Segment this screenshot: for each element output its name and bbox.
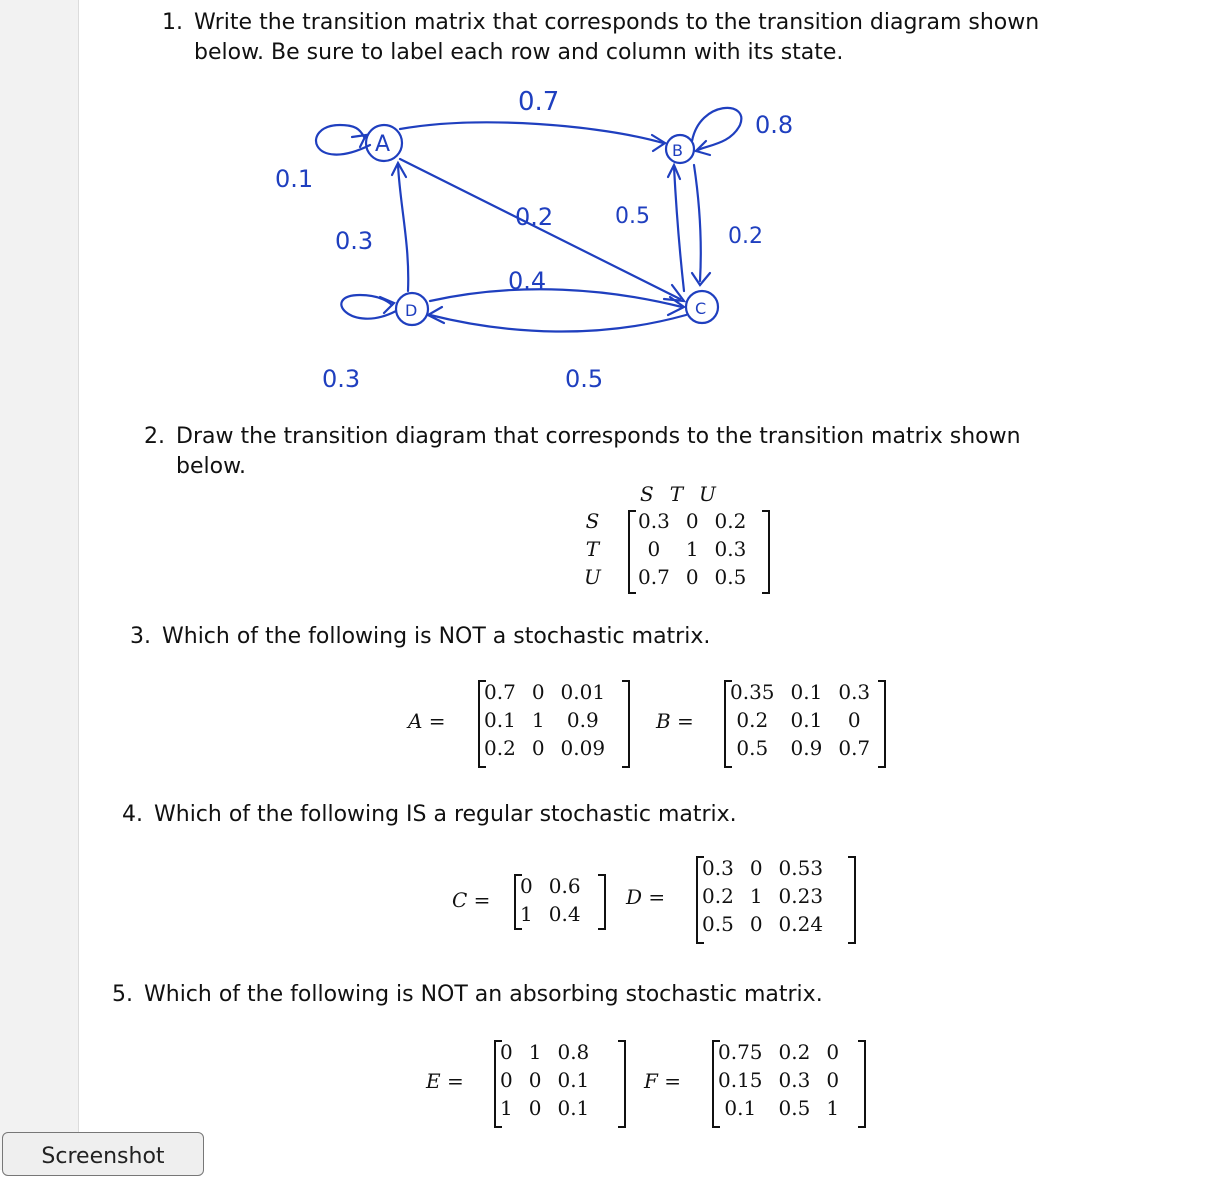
cell: 0.2 [714, 509, 747, 533]
matrix-stu-values [630, 507, 754, 591]
cell: 1 [749, 884, 763, 908]
cell: 0 [520, 874, 533, 898]
edge-label-d-c: 0.4 [508, 267, 547, 295]
matrix-e-label: E = [426, 1069, 464, 1093]
cell: 0 [685, 509, 699, 533]
left-sidebar-strip [0, 0, 79, 1170]
cell: 0.3 [778, 1068, 811, 1092]
question-5-line1: Which of the following is NOT an absorbing stochastic matrix. [144, 982, 823, 1007]
cell: 0.3 [714, 537, 747, 561]
edge-a-self [316, 125, 370, 155]
cell: 0 [531, 736, 545, 760]
cell: 0.09 [560, 736, 606, 760]
matrix-stu-row-labels [576, 507, 609, 591]
cell: 0.7 [638, 565, 670, 589]
cell: 0.2 [736, 708, 769, 732]
cell: 0.6 [548, 874, 581, 898]
matrix-b-label: B = [656, 709, 694, 733]
edge-label-a-c: 0.2 [515, 203, 554, 231]
matrix-a-values [476, 678, 613, 762]
question-5 [112, 980, 1012, 1010]
cell: 0 [826, 1040, 840, 1064]
question-1-number: 1. [162, 10, 183, 35]
cell: 0 [847, 708, 861, 732]
cell: 0.1 [557, 1096, 590, 1120]
cell: 1 [528, 1040, 542, 1064]
edge-a-to-b [400, 122, 663, 143]
matrix-c-label: C = [452, 888, 491, 912]
row-label-s: S [585, 509, 600, 533]
matrix-f-label: F = [644, 1069, 681, 1093]
cell: 0.3 [838, 680, 871, 704]
node-d-label: D [405, 301, 418, 320]
cell: 0.8 [557, 1040, 590, 1064]
matrix-c-values [512, 872, 589, 928]
cell: 0.2 [702, 884, 734, 908]
matrix-e [426, 1036, 646, 1131]
question-3-line1: Which of the following is NOT a stochastic matrix. [162, 624, 711, 649]
cell: 1 [500, 1096, 513, 1120]
cell: 0.1 [790, 680, 823, 704]
node-a-label: A [375, 132, 391, 157]
matrix-a [408, 676, 638, 771]
arrowhead-a-to-b [652, 135, 665, 151]
edge-label-b-b: 0.8 [755, 111, 794, 139]
cell: 0.75 [718, 1040, 763, 1064]
edge-label-c-d: 0.5 [565, 365, 604, 393]
question-2 [144, 422, 1114, 482]
matrix-stu-col-labels [632, 480, 724, 508]
question-4 [122, 800, 1022, 830]
cell: 1 [685, 537, 699, 561]
bracket-right [622, 680, 630, 768]
node-c-label: C [695, 299, 707, 318]
cell: 0 [528, 1096, 542, 1120]
cell: 0.35 [730, 680, 775, 704]
edge-label-d-a: 0.3 [335, 227, 374, 255]
cell: 1 [520, 902, 533, 926]
cell: 0.1 [790, 708, 823, 732]
question-2-line2: below. [176, 454, 247, 479]
cell: 1 [826, 1096, 840, 1120]
transition-diagram [260, 85, 820, 405]
col-label-u: U [699, 482, 716, 506]
row-label-t: T [585, 537, 600, 561]
cell: 1 [531, 708, 545, 732]
cell: 0.2 [484, 736, 516, 760]
cell: 0.3 [638, 509, 670, 533]
cell: 0.7 [838, 736, 871, 760]
cell: 0 [685, 565, 699, 589]
cell: 0.53 [778, 856, 824, 880]
matrix-f [644, 1036, 884, 1131]
cell: 0 [531, 680, 545, 704]
edge-label-d-d: 0.3 [322, 365, 361, 393]
cell: 0 [749, 856, 763, 880]
edge-d-to-a [398, 165, 408, 291]
matrix-d-values [694, 854, 831, 938]
cell: 0.24 [778, 912, 824, 936]
edge-d-to-c [430, 289, 682, 307]
question-5-number: 5. [112, 982, 133, 1007]
matrix-c [452, 870, 612, 932]
matrix-b [656, 676, 896, 771]
node-b-label: B [672, 141, 683, 160]
cell: 0.23 [778, 884, 824, 908]
cell: 0.4 [548, 902, 581, 926]
question-1-line1: Write the transition matrix that corresponds to the transition diagram shown [194, 10, 1040, 35]
cell: 0.5 [778, 1096, 811, 1120]
arrowhead-a-self [352, 135, 366, 147]
cell: 0.5 [736, 736, 769, 760]
cell: 0.9 [790, 736, 823, 760]
matrix-f-values [710, 1038, 847, 1122]
bracket-right [762, 510, 770, 594]
bracket-right [848, 856, 856, 944]
question-3 [130, 622, 1030, 652]
cell: 0.9 [566, 708, 599, 732]
matrix-e-values [492, 1038, 597, 1122]
matrix-a-label: A = [408, 709, 446, 733]
edge-label-a-b: 0.7 [518, 87, 560, 117]
question-3-number: 3. [130, 624, 151, 649]
cell: 0.7 [484, 680, 516, 704]
matrix-d-label: D = [626, 885, 666, 909]
cell: 0 [500, 1068, 513, 1092]
question-4-line1: Which of the following IS a regular stochastic matrix. [154, 802, 737, 827]
edge-label-c-b: 0.5 [615, 204, 650, 229]
cell: 0.2 [778, 1040, 811, 1064]
col-label-t: T [669, 482, 684, 506]
bracket-right [858, 1040, 866, 1128]
cell: 0.01 [560, 680, 606, 704]
question-1-line2: below. Be sure to label each row and column with its state. [194, 40, 844, 65]
bracket-right [598, 874, 606, 930]
edge-b-to-c [694, 165, 701, 281]
cell: 0.5 [714, 565, 747, 589]
question-2-line1: Draw the transition diagram that corresponds to the transition matrix shown [176, 424, 1021, 449]
bracket-right [618, 1040, 626, 1128]
edge-label-a-a: 0.1 [275, 165, 314, 193]
cell: 0.5 [702, 912, 734, 936]
matrix-stu [572, 480, 792, 595]
cell: 0.1 [724, 1096, 757, 1120]
question-2-number: 2. [144, 424, 165, 449]
cell: 0 [826, 1068, 840, 1092]
matrix-b-values [722, 678, 878, 762]
cell: 0 [500, 1040, 513, 1064]
cell: 0.3 [702, 856, 734, 880]
question-4-number: 4. [122, 802, 143, 827]
matrix-d [626, 852, 866, 947]
edge-c-to-b [674, 167, 684, 291]
cell: 0.15 [718, 1068, 763, 1092]
arrowhead-c-to-d [428, 307, 444, 323]
col-label-s: S [640, 482, 654, 506]
row-label-u: U [584, 565, 601, 589]
cell: 0.1 [557, 1068, 590, 1092]
question-1 [162, 8, 1112, 68]
cell: 0 [749, 912, 763, 936]
edge-d-self [341, 295, 396, 319]
cell: 0 [528, 1068, 542, 1092]
screenshot-button[interactable]: Screenshot [2, 1132, 204, 1176]
edge-c-to-d [430, 315, 686, 332]
cell: 0 [647, 537, 661, 561]
edge-label-b-c: 0.2 [728, 224, 763, 249]
cell: 0.1 [484, 708, 516, 732]
edge-b-self [692, 108, 741, 151]
bracket-right [878, 680, 886, 768]
